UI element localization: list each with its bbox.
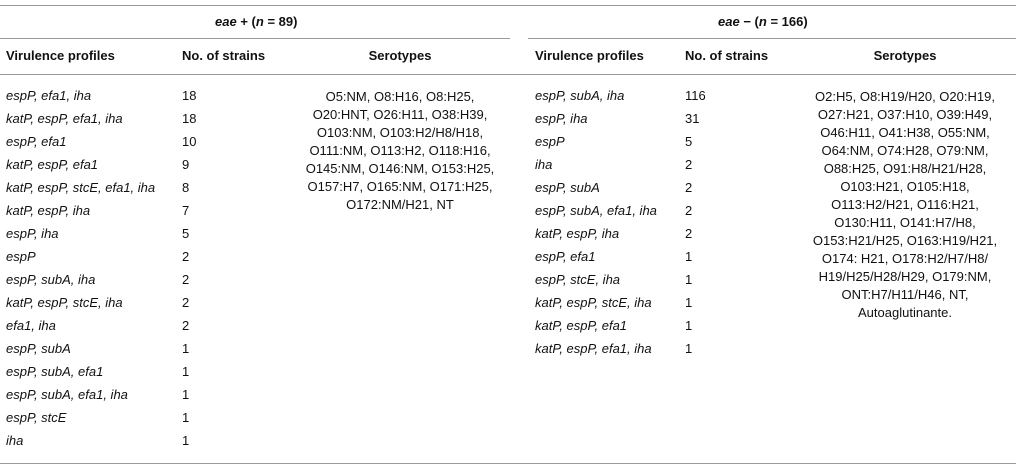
serotype-line: O103:H21, O105:H18, xyxy=(840,179,970,194)
right-profile: katP, espP, iha xyxy=(535,226,620,241)
left-strain-count: 8 xyxy=(182,180,190,195)
serotype-line: O113:H2/H21, O116:H21, xyxy=(831,197,979,212)
left-strain-count: 1 xyxy=(182,364,190,379)
group-n-value: 89 xyxy=(278,14,294,29)
right-profile: espP, subA xyxy=(535,180,600,195)
header-rule xyxy=(0,74,1016,75)
serotype-line: O20:HNT, O26:H11, O38:H39, xyxy=(312,107,488,122)
right-profile: espP xyxy=(535,134,565,149)
right-strain-count: 31 xyxy=(685,111,700,126)
right-group-rule xyxy=(528,38,1016,39)
left-profile: iha xyxy=(6,433,24,448)
left-strain-count: 2 xyxy=(182,295,190,310)
serotype-line: O130:H11, O141:H7/H8, xyxy=(834,215,976,230)
left-profile: espP, stcE xyxy=(6,410,67,425)
right-strain-count: 2 xyxy=(685,157,693,172)
right-serotypes xyxy=(800,88,1010,322)
header-strains-right: No. of strains xyxy=(685,48,769,63)
group-sign: − xyxy=(743,14,751,29)
group-gene: eae xyxy=(215,14,237,29)
right-strain-count: 1 xyxy=(685,272,693,287)
serotype-line: O5:NM, O8:H16, O8:H25, xyxy=(325,89,475,104)
group-n-value: 166 xyxy=(781,14,804,29)
left-strain-count: 2 xyxy=(182,272,190,287)
serotype-line: O157:H7, O165:NM, O171:H25, xyxy=(307,179,493,194)
left-profile: espP, iha xyxy=(6,226,59,241)
header-virulence-profiles-left: Virulence profiles xyxy=(6,48,115,63)
left-profile: katP, espP, stcE, efa1, iha xyxy=(6,180,156,195)
group-n-label: n xyxy=(758,14,767,29)
right-strain-count: 2 xyxy=(685,203,693,218)
left-profile: katP, espP, iha xyxy=(6,203,91,218)
left-strain-count: 2 xyxy=(182,249,190,264)
right-profile: espP, iha xyxy=(535,111,588,126)
right-profile: espP, subA, efa1, iha xyxy=(535,203,657,218)
left-strain-count: 5 xyxy=(182,226,190,241)
left-strain-count: 18 xyxy=(182,88,197,103)
left-profile: espP, subA, efa1 xyxy=(6,364,104,379)
left-strain-count: 10 xyxy=(182,134,197,149)
left-strain-count: 1 xyxy=(182,433,190,448)
right-profile: espP, stcE, iha xyxy=(535,272,621,287)
right-strain-count: 1 xyxy=(685,341,693,356)
right-profile: iha xyxy=(535,157,553,172)
right-strain-count: 2 xyxy=(685,180,693,195)
group-header-left: eae + (n = 89) xyxy=(215,14,298,29)
group-gene: eae xyxy=(718,14,740,29)
left-profile: efa1, iha xyxy=(6,318,56,333)
left-strain-count: 7 xyxy=(182,203,190,218)
left-strain-count: 1 xyxy=(182,410,190,425)
left-profile: espP xyxy=(6,249,36,264)
serotype-line: Autoaglutinante. xyxy=(858,305,952,320)
left-strain-count: 2 xyxy=(182,318,190,333)
group-sign: + xyxy=(240,14,248,29)
top-rule xyxy=(0,5,1016,6)
group-n-label: n xyxy=(255,14,264,29)
left-profile: katP, espP, efa1 xyxy=(6,157,99,172)
serotype-line: ONT:H7/H11/H46, NT, xyxy=(841,287,969,302)
serotype-line: O153:H21/H25, O163:H19/H21, xyxy=(812,233,998,248)
right-strain-count: 1 xyxy=(685,249,693,264)
header-strains-left: No. of strains xyxy=(182,48,266,63)
right-profile: katP, espP, stcE, iha xyxy=(535,295,652,310)
right-profile: espP, efa1 xyxy=(535,249,596,264)
left-strain-count: 18 xyxy=(182,111,197,126)
left-profile: espP, subA, iha xyxy=(6,272,96,287)
serotype-line: O103:NM, O103:H2/H8/H18, xyxy=(316,125,484,140)
header-virulence-profiles-right: Virulence profiles xyxy=(535,48,644,63)
serotype-line: O2:H5, O8:H19/H20, O20:H19, xyxy=(815,89,995,104)
right-profile: katP, espP, efa1 xyxy=(535,318,628,333)
group-header-right: eae − (n = 166) xyxy=(718,14,808,29)
left-group-rule xyxy=(0,38,510,39)
right-strain-count: 1 xyxy=(685,295,693,310)
right-strain-count: 5 xyxy=(685,134,693,149)
serotype-line: O111:NM, O113:H2, O118:H16, xyxy=(309,143,491,158)
header-serotypes-left: Serotypes xyxy=(368,48,432,63)
header-serotypes-right: Serotypes xyxy=(873,48,937,63)
serotype-line: O27:H21, O37:H10, O39:H49, xyxy=(817,107,993,122)
left-profile: espP, subA xyxy=(6,341,71,356)
left-profile: katP, espP, efa1, iha xyxy=(6,111,123,126)
bottom-rule xyxy=(0,463,1016,464)
serotype-line: O88:H25, O91:H8/H21/H28, xyxy=(823,161,987,176)
left-profile: katP, espP, stcE, iha xyxy=(6,295,123,310)
left-strain-count: 1 xyxy=(182,341,190,356)
left-strain-count: 1 xyxy=(182,387,190,402)
serotype-line: O172:NM/H21, NT xyxy=(346,197,454,212)
left-profile: espP, subA, efa1, iha xyxy=(6,387,128,402)
serotype-line: O174: H21, O178:H2/H7/H8/ xyxy=(821,251,989,266)
serotype-line: O145:NM, O146:NM, O153:H25, xyxy=(305,161,495,176)
left-strain-count: 9 xyxy=(182,157,190,172)
right-strain-count: 116 xyxy=(685,88,706,103)
right-profile: espP, subA, iha xyxy=(535,88,625,103)
right-strain-count: 1 xyxy=(685,318,693,333)
left-serotypes xyxy=(290,88,510,214)
left-profile: espP, efa1 xyxy=(6,134,67,149)
serotype-line: O46:H11, O41:H38, O55:NM, xyxy=(820,125,990,140)
right-strain-count: 2 xyxy=(685,226,693,241)
serotype-line: H19/H25/H28/H29, O179:NM, xyxy=(818,269,992,284)
right-profile: katP, espP, efa1, iha xyxy=(535,341,652,356)
left-profile: espP, efa1, iha xyxy=(6,88,92,103)
serotype-line: O64:NM, O74:H28, O79:NM, xyxy=(821,143,989,158)
